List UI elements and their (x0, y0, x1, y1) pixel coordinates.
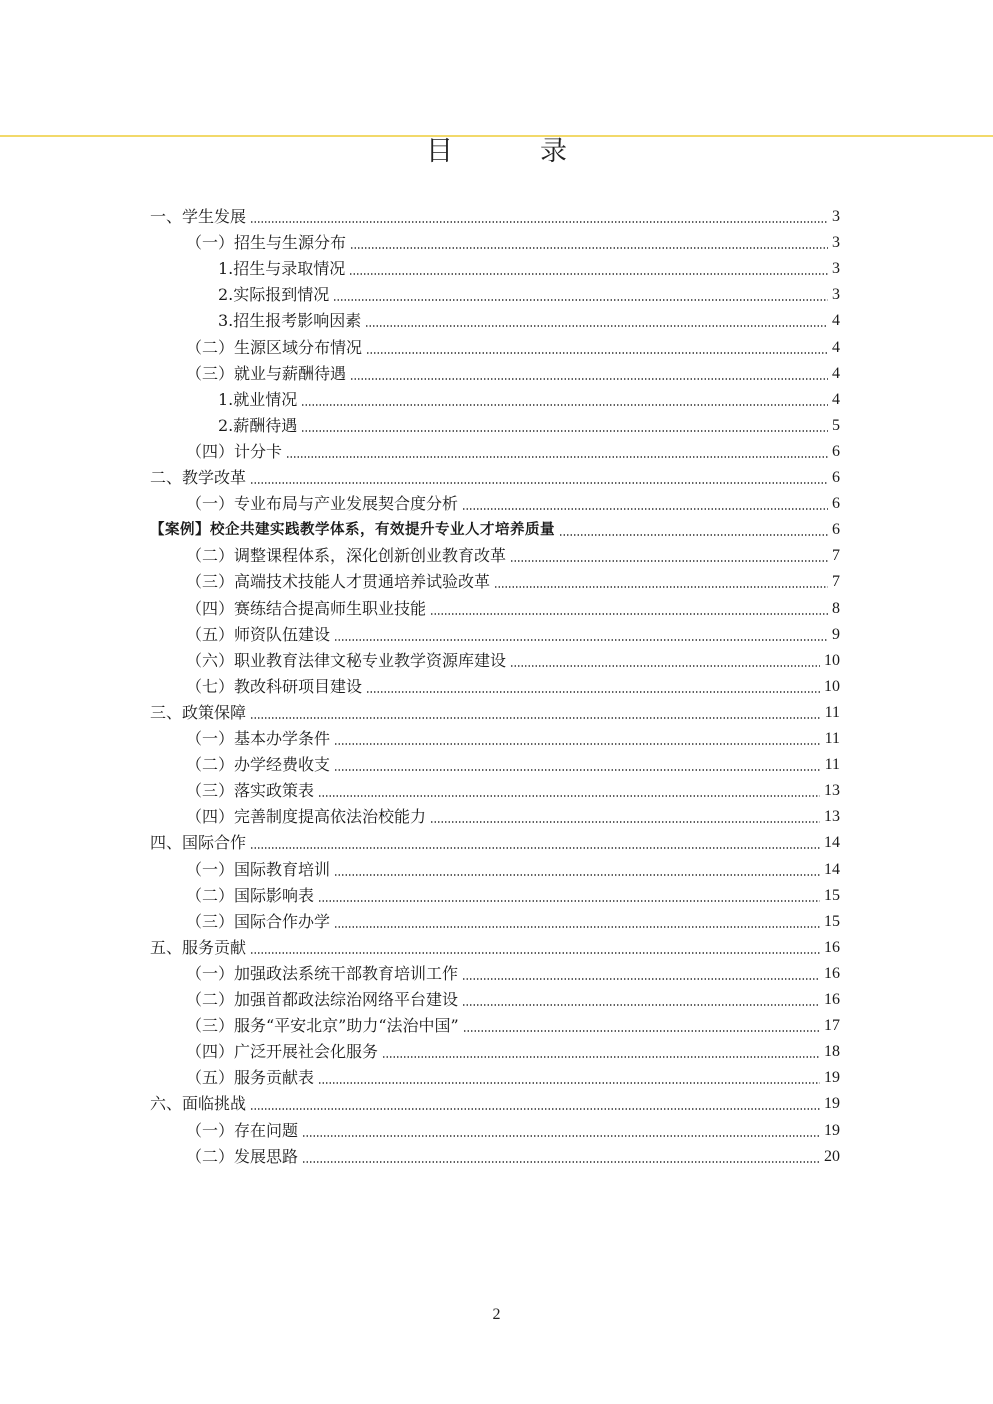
toc-entry-label: 1.就业情况 (218, 389, 298, 409)
toc-entry[interactable] (186, 909, 840, 935)
toc-entry[interactable] (186, 596, 840, 622)
toc-entry[interactable] (150, 700, 840, 726)
toc-entry[interactable] (150, 830, 840, 856)
toc-leader-dots (250, 482, 828, 484)
toc-entry-label: （四）计分卡 (186, 441, 283, 461)
toc-entry-label: （一）专业布局与产业发展契合度分析 (186, 494, 459, 514)
toc-leader-dots (250, 221, 828, 223)
toc-entry[interactable] (186, 622, 840, 648)
toc-entry-label: 3.招生报考影响因素 (218, 311, 362, 331)
toc-entry-label: （五）师资队伍建设 (186, 624, 331, 644)
toc-entry[interactable] (186, 1013, 840, 1039)
toc-entry[interactable] (186, 857, 840, 883)
toc-leader-dots (382, 1056, 820, 1058)
toc-entry[interactable] (186, 648, 840, 674)
toc-entry-label: （一）存在问题 (186, 1120, 299, 1140)
toc-entry-page: 14 (824, 860, 840, 878)
toc-entry-page: 17 (824, 1017, 840, 1035)
toc-entry[interactable] (186, 752, 840, 778)
toc-entry-label: 三、政策保障 (150, 702, 247, 722)
toc-entry-label: （五）服务贡献表 (186, 1068, 315, 1088)
toc-leader-dots (302, 1161, 820, 1163)
toc-entry-page: 5 (832, 416, 840, 434)
toc-entry-label: 1.招生与录取情况 (218, 259, 346, 279)
toc-entry-page: 13 (824, 808, 840, 826)
toc-entry-label: （二）发展思路 (186, 1146, 299, 1166)
toc-entry-label: （三）国际合作办学 (186, 911, 331, 931)
toc-entry-label: 2.实际报到情况 (218, 285, 330, 305)
toc-leader-dots (366, 691, 820, 693)
toc-entry[interactable] (150, 517, 840, 543)
toc-leader-dots (430, 613, 828, 615)
toc-entry-page: 9 (832, 625, 840, 643)
toc-entry[interactable] (186, 987, 840, 1013)
page-number: 2 (492, 1306, 501, 1323)
toc-entry-page: 3 (832, 286, 840, 304)
toc-entry-page: 7 (832, 573, 840, 591)
toc-entry-page: 16 (824, 938, 840, 956)
toc-entry-page: 6 (832, 521, 840, 539)
toc-entry-label: 四、国际合作 (150, 833, 247, 853)
toc-entry[interactable] (186, 335, 840, 361)
toc-leader-dots (559, 534, 828, 536)
toc-entry-page: 19 (824, 1121, 840, 1139)
toc-leader-dots (250, 1108, 820, 1110)
toc-entry-page: 15 (824, 886, 840, 904)
toc-entry-page: 7 (832, 547, 840, 565)
toc-leader-dots (365, 325, 828, 327)
toc-leader-dots (350, 378, 828, 380)
toc-leader-dots (350, 247, 828, 249)
toc-entry-label: （七）教改科研项目建设 (186, 676, 363, 696)
toc-entry[interactable] (150, 935, 840, 961)
page-title: 目 录 (426, 136, 597, 167)
toc-leader-dots (333, 299, 828, 301)
toc-leader-dots (366, 352, 828, 354)
toc-leader-dots (430, 821, 820, 823)
toc-entry-page: 3 (832, 260, 840, 278)
toc-entry[interactable] (186, 778, 840, 804)
toc-entry-page: 18 (824, 1043, 840, 1061)
toc-entry-page: 4 (832, 338, 840, 356)
toc-entry-label: （三）就业与薪酬待遇 (186, 363, 347, 383)
toc-leader-dots (318, 900, 820, 902)
toc-entry-page: 11 (824, 756, 840, 774)
toc-entry[interactable] (186, 674, 840, 700)
toc-entry-page: 10 (824, 677, 840, 695)
toc-entry-label: （三）服务“平安北京”助力“法治中国” (186, 1016, 459, 1036)
toc-entry-page: 3 (832, 234, 840, 252)
toc-entry-page: 11 (824, 730, 840, 747)
toc-entry-label: （二）调整课程体系，深化创新创业教育改革 (186, 546, 507, 566)
toc-entry[interactable] (150, 1091, 840, 1117)
toc-leader-dots (349, 273, 828, 275)
toc-entry[interactable] (186, 804, 840, 830)
toc-entry[interactable] (150, 465, 840, 491)
toc-entry[interactable] (186, 569, 840, 595)
toc-entry-page: 6 (832, 495, 840, 513)
toc-entry-label: 二、教学改革 (150, 468, 247, 487)
toc-leader-dots (301, 404, 828, 406)
toc-entry-page: 6 (832, 469, 840, 486)
toc-entry-page: 13 (824, 782, 840, 800)
toc-leader-dots (494, 586, 828, 588)
toc-entry-page: 3 (832, 208, 840, 225)
toc-entry-label: （四）赛练结合提高师生职业技能 (186, 598, 427, 618)
toc-entry-page: 19 (824, 1069, 840, 1087)
toc-entry-label: （一）加强政法系统干部教育培训工作 (186, 963, 459, 983)
toc-entry[interactable] (186, 543, 840, 569)
toc-entry[interactable] (218, 308, 840, 334)
toc-leader-dots (463, 1030, 820, 1032)
toc-entry-page: 15 (824, 912, 840, 930)
toc-entry[interactable] (186, 961, 840, 987)
toc-entry[interactable] (186, 883, 840, 909)
toc-leader-dots (334, 639, 828, 641)
toc-entry-page: 11 (824, 703, 840, 721)
toc-entry[interactable] (186, 491, 840, 517)
toc-entry[interactable] (218, 413, 840, 439)
toc-entry[interactable] (186, 1039, 840, 1065)
toc-entry[interactable] (186, 726, 840, 752)
toc-entry-label: （六）职业教育法律文秘专业教学资源库建设 (186, 650, 507, 670)
toc-entry-label: （一）基本办学条件 (186, 729, 331, 748)
toc-entry-label: （三）落实政策表 (186, 781, 315, 801)
toc-entry-label: （一）国际教育培训 (186, 859, 331, 879)
toc-entry-page: 8 (832, 599, 840, 617)
toc-entry[interactable] (186, 1118, 840, 1144)
toc-entry-page: 20 (824, 1147, 840, 1165)
toc-entry-label: （一）招生与生源分布 (186, 233, 347, 253)
toc-leader-dots (250, 847, 820, 849)
toc-entry-page: 16 (824, 964, 840, 982)
toc-leader-dots (318, 795, 820, 797)
toc-entry-label: （四）完善制度提高依法治校能力 (186, 807, 427, 827)
toc-leader-dots (462, 508, 828, 510)
toc-entry[interactable] (218, 387, 840, 413)
toc-leader-dots (334, 743, 821, 745)
toc-entry-label: 六、面临挑战 (150, 1094, 247, 1114)
toc-entry[interactable] (150, 204, 840, 230)
toc-entry-label: 【案例】校企共建实践教学体系，有效提升专业人才培养质量 (150, 522, 555, 539)
toc-entry-page: 14 (824, 834, 840, 852)
toc-entry-label: 一、学生发展 (150, 207, 247, 226)
toc-entry-page: 4 (832, 390, 840, 408)
toc-entry-label: （二）生源区域分布情况 (186, 337, 363, 357)
toc-leader-dots (318, 1082, 820, 1084)
toc-leader-dots (250, 717, 821, 719)
toc-entry-page: 19 (824, 1095, 840, 1113)
toc-entry-label: （二）加强首都政法综治网络平台建设 (186, 990, 459, 1009)
toc-leader-dots (334, 769, 821, 771)
toc-entry[interactable] (218, 282, 840, 308)
toc-entry-page: 4 (832, 364, 840, 382)
toc-entry[interactable] (186, 1065, 840, 1091)
toc-leader-dots (510, 665, 820, 667)
toc-leader-dots (286, 456, 828, 458)
toc-leader-dots (250, 952, 820, 954)
toc-leader-dots (462, 978, 820, 980)
toc-leader-dots (301, 430, 828, 432)
toc-entry-page: 4 (832, 312, 840, 330)
toc-leader-dots (334, 926, 820, 928)
toc-leader-dots (302, 1135, 820, 1137)
toc-entry[interactable] (218, 256, 840, 282)
toc-entry-page: 16 (824, 991, 840, 1008)
toc-entry-label: 2.薪酬待遇 (218, 415, 298, 435)
toc-entry-label: （四）广泛开展社会化服务 (186, 1042, 379, 1062)
toc-entry-page: 6 (832, 442, 840, 460)
toc-entry-label: （二）国际影响表 (186, 885, 315, 905)
toc-leader-dots (510, 560, 828, 562)
toc-entry[interactable] (186, 230, 840, 256)
toc-entry[interactable] (186, 1144, 840, 1170)
toc-entry-page: 10 (824, 651, 840, 669)
toc-entry[interactable] (186, 361, 840, 387)
toc-entry[interactable] (186, 439, 840, 465)
toc-leader-dots (462, 1004, 820, 1006)
toc-leader-dots (334, 874, 820, 876)
toc-entry-label: 五、服务贡献 (150, 937, 247, 957)
toc-entry-label: （二）办学经费收支 (186, 755, 331, 775)
toc-entry-label: （三）高端技术技能人才贯通培养试验改革 (186, 572, 491, 592)
